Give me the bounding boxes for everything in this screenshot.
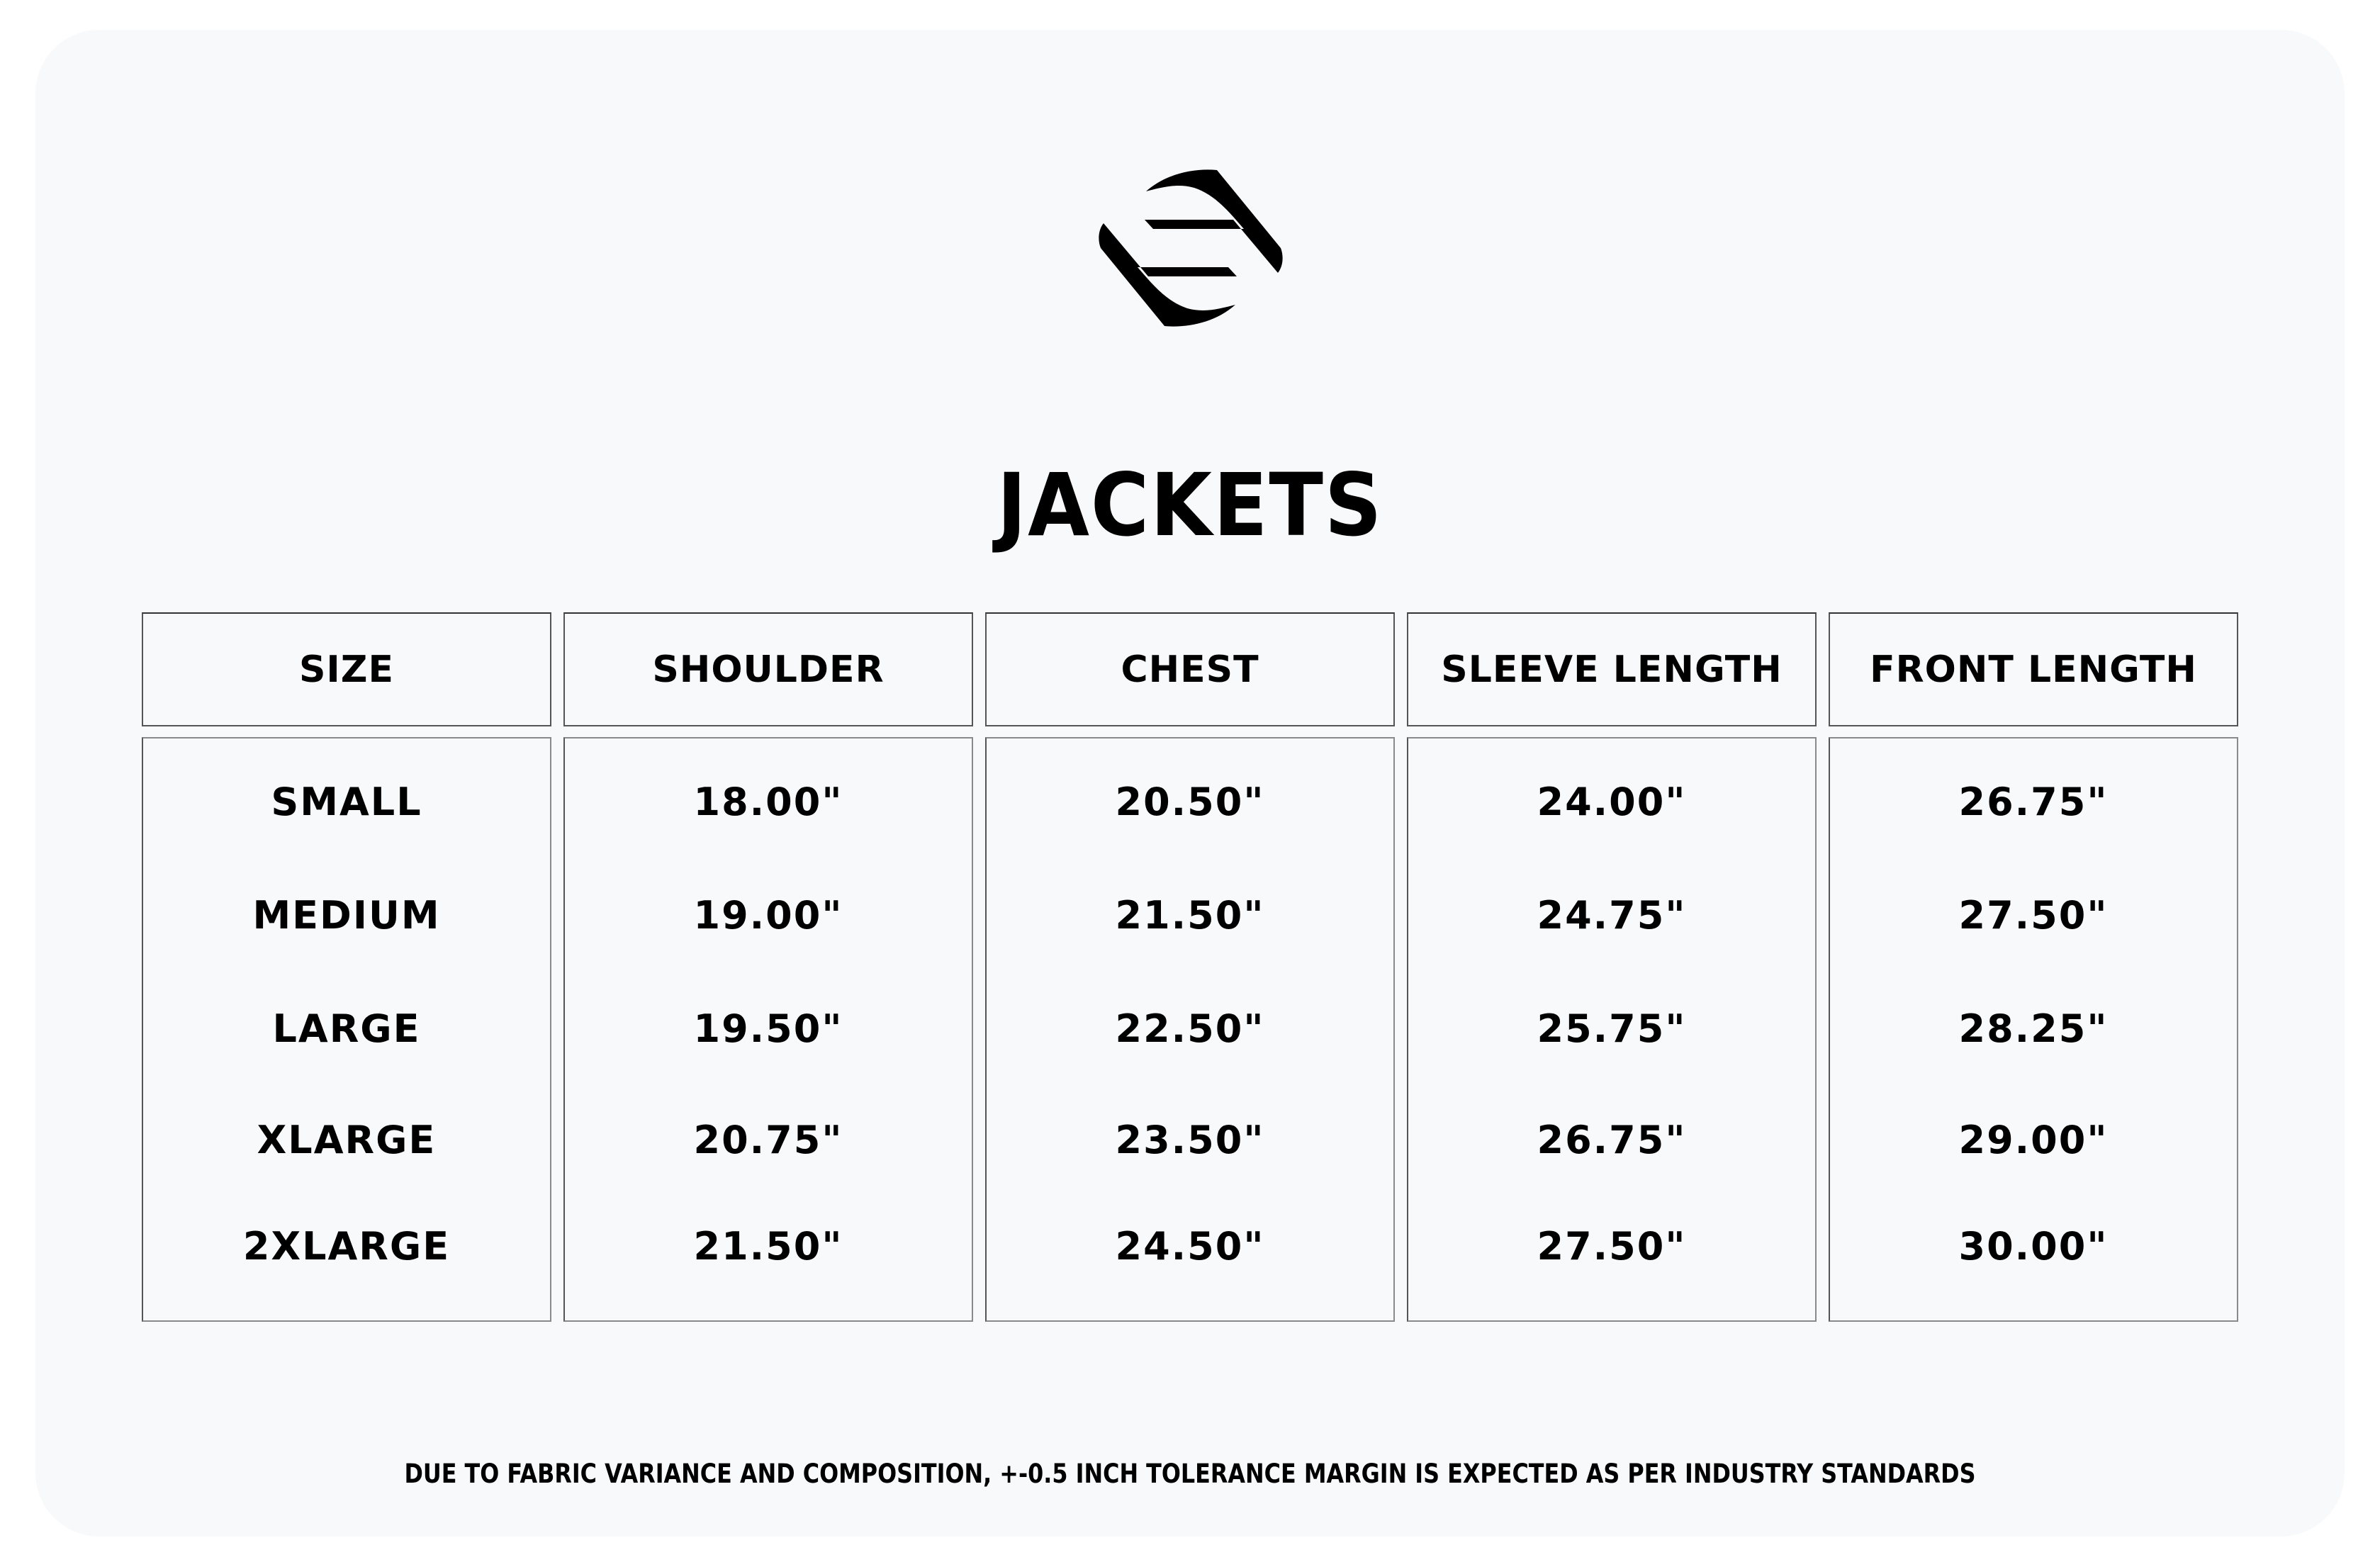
table-cell: MEDIUM <box>252 893 441 938</box>
table-cell: XLARGE <box>257 1118 437 1162</box>
header-shoulder: SHOULDER <box>563 612 973 726</box>
brand-logo-icon <box>1095 159 1286 333</box>
table-cell: 24.00" <box>1537 780 1687 824</box>
table-cell: 2XLARGE <box>242 1224 451 1269</box>
table-cell: LARGE <box>272 1006 421 1051</box>
table-cell: 26.75" <box>1958 780 2109 824</box>
header-sleeve-length: SLEEVE LENGTH <box>1407 612 1817 726</box>
column-sleeve-length <box>1407 737 1817 1322</box>
table-cell: 24.50" <box>1115 1224 1265 1269</box>
page-title: JACKETS <box>997 455 1383 556</box>
column-shoulder <box>563 737 973 1322</box>
table-cell: 26.75" <box>1537 1118 1687 1162</box>
tolerance-footnote: DUE TO FABRIC VARIANCE AND COMPOSITION, +-0.5 INCH TOLERANCE MARGIN IS EXPECTED AS PER INDUSTRY STANDARDS <box>404 1459 1976 1489</box>
column-chest <box>985 737 1395 1322</box>
column-size <box>142 737 551 1322</box>
table-cell: 20.75" <box>693 1118 843 1162</box>
table-cell: 21.50" <box>693 1224 843 1269</box>
table-cell: 23.50" <box>1115 1118 1265 1162</box>
table-cell: 30.00" <box>1958 1224 2109 1269</box>
table-cell: 25.75" <box>1537 1006 1687 1051</box>
table-cell: 27.50" <box>1958 893 2109 938</box>
header-chest: CHEST <box>985 612 1395 726</box>
table-cell: 19.00" <box>693 893 843 938</box>
column-front-length <box>1829 737 2238 1322</box>
table-cell: 27.50" <box>1537 1224 1687 1269</box>
header-size: SIZE <box>142 612 551 726</box>
table-cell: 19.50" <box>693 1006 843 1051</box>
header-front-length: FRONT LENGTH <box>1829 612 2238 726</box>
table-cell: 20.50" <box>1115 780 1265 824</box>
table-body <box>142 737 2238 1322</box>
table-cell: 28.25" <box>1958 1006 2109 1051</box>
table-cell: 21.50" <box>1115 893 1265 938</box>
table-cell: 24.75" <box>1537 893 1687 938</box>
size-chart-table <box>142 612 2238 1322</box>
table-cell: SMALL <box>271 780 422 824</box>
table-header-row <box>142 612 2238 726</box>
table-cell: 29.00" <box>1958 1118 2109 1162</box>
table-cell: 22.50" <box>1115 1006 1265 1051</box>
table-cell: 18.00" <box>693 780 843 824</box>
